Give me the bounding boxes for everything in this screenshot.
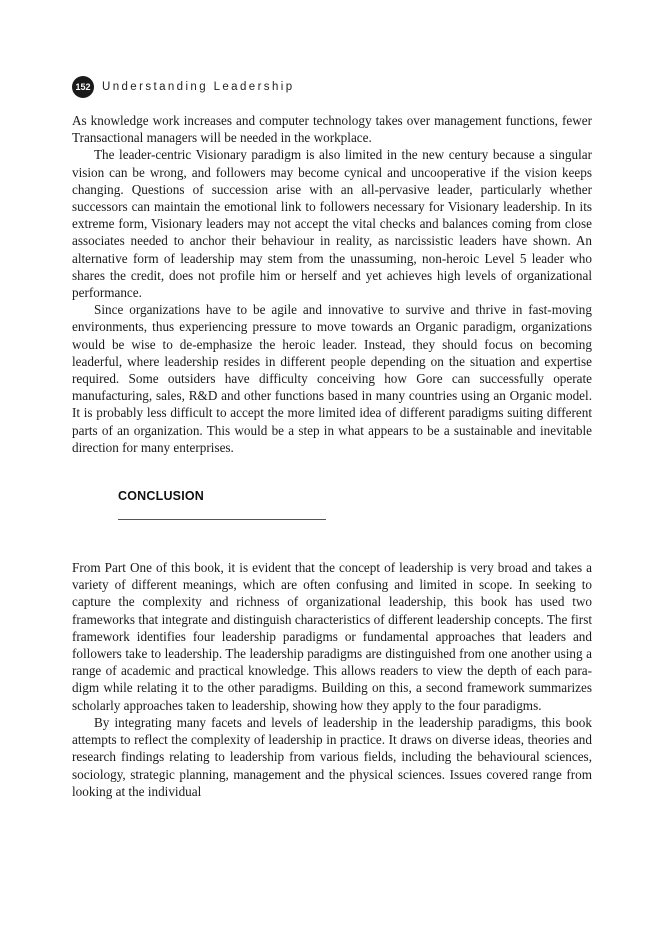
book-page <box>72 74 592 800</box>
section-heading: CONCLUSION <box>118 489 205 504</box>
heading-rule <box>118 519 326 520</box>
running-head <box>72 74 592 100</box>
page-number-badge: 152 <box>72 76 94 98</box>
body-paragraph-1: As knowledge work increases and computer technology takes over management functions, fewer Transactional managers will be needed in the workplace. <box>72 113 592 146</box>
body-paragraph-3: Since organizations have to be agile and innovative to survive and thrive in fast-moving environments, thus experiencing pressure to move towards an Organic paradigm, organizations would be wise to de-emphasize the heroic leader. Instead, they should focus on becoming leaderful, where leadership resides in different people depending on the situation and expertise required. Some outsiders have difficulty conceiving how Gore can successfully operate manufacturing, sales, R&D and other functions based in many countries using an Organic model. It is probably less difficult to accept the more limited idea of different paradigms suiting different parts of an organization. This would be a step in what appears to be a sustainable and inevitable direction for many enterprises. <box>72 302 592 455</box>
conclusion-heading-block <box>118 489 326 520</box>
body-paragraph-2: The leader-centric Visionary paradigm is also limited in the new century because a singular vision can be wrong, and followers may become cynical and uncooperative if the vision keeps changing. Questions of succession arise with an all-pervasive leader, particularly whether successors can maintain the emotional link to followers necessary for Visionary leadership. In its extreme form, Visionary leaders may not accept the vital checks and balances coming from close associates needed to anchor their behaviour in reality, as narcissistic leaders have shown. An alternative form of leadership may stem from the unassuming, non-heroic Level 5 leader who shares the credit, does not profile him or herself and yet achieves high levels of organizational performance. <box>72 147 592 301</box>
conclusion-paragraph-2: By integrating many facets and levels of leadership in the leadership paradigms, this book attempts to reflect the complexity of leadership in practice. It draws on diverse ideas, theories and research findings relating to leadership from various fields, including the behavioural sciences, sociology, strategic planning, management and the physical sciences. Issues covered range from looking at the individual <box>72 714 592 799</box>
running-title: Understanding Leadership <box>102 81 295 93</box>
conclusion-paragraph-1: From Part One of this book, it is evident that the concept of leadership is very broad and takes a variety of different meanings, which are often confusing and limited in scope. In seeking to capture the complexity and richness of organizational leadership, this book has used two frameworks that integrate and distinguish characteristics of different leadership concepts. The first framework identifies four leadership paradigms or fundamental approaches that leaders and followers take to leadership. The leadership paradigms are distinguished from one another using a range of academic and practical knowledge. This allows readers to view the depth of each paradigm while relating it to the other paradigms. Building on this, a second framework summarizes scholarly approaches taken to leadership, showing how they apply to the four paradigms. <box>72 560 592 713</box>
